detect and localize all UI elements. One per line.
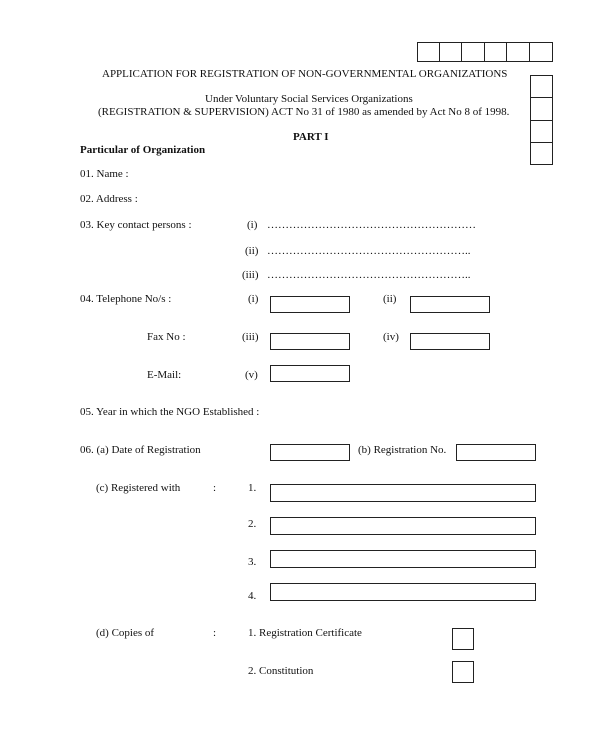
fax-iii-input[interactable] [270, 333, 350, 350]
email-input[interactable] [270, 365, 350, 382]
email-v-label: (v) [245, 369, 258, 381]
tel-i-input[interactable] [270, 296, 350, 313]
copy-checkbox-constitution[interactable] [452, 661, 474, 683]
registered-with-label: (c) Registered with [96, 482, 181, 494]
registered-with-colon: : [213, 482, 217, 494]
reg-number-cell-4[interactable] [484, 42, 507, 62]
reg-number-cell-1[interactable] [417, 42, 440, 62]
contact-row-dots-1[interactable]: ………………………………………………… [267, 219, 476, 231]
registered-with-input-3[interactable] [270, 550, 536, 568]
key-contacts-label: 03. Key contact persons : [80, 219, 192, 231]
registration-no-input[interactable] [456, 444, 536, 461]
side-cell-2[interactable] [530, 97, 553, 121]
form-subtitle-2: (REGISTRATION & SUPERVISION) ACT No 31 of 1980 as amended by Act No 8 of 1998. [98, 106, 510, 118]
registered-with-input-2[interactable] [270, 517, 536, 535]
contact-row-dots-3[interactable]: ……………………………………………….. [267, 269, 471, 281]
registered-with-input-1[interactable] [270, 484, 536, 502]
copy-item-constitution: 2. Constitution [248, 665, 314, 677]
registered-with-item-4: 4. [248, 590, 257, 602]
reg-number-cell-2[interactable] [439, 42, 462, 62]
registered-with-item-2: 2. [248, 518, 257, 530]
fax-label: Fax No : [147, 331, 186, 343]
reg-number-cell-6[interactable] [529, 42, 553, 62]
tel-ii-input[interactable] [410, 296, 490, 313]
copies-of-colon: : [213, 627, 217, 639]
address-label: 02. Address : [80, 193, 138, 205]
fax-iv-input[interactable] [410, 333, 490, 350]
copy-checkbox-registration-certificate[interactable] [452, 628, 474, 650]
contact-row-dots-2[interactable]: ……………………………………………….. [267, 245, 471, 257]
contact-row-label-3: (iii) [242, 269, 259, 281]
tel-ii-label: (ii) [383, 293, 397, 305]
contact-row-label-2: (ii) [245, 245, 259, 257]
date-registration-input[interactable] [270, 444, 350, 461]
registered-with-item-1: 1. [248, 482, 257, 494]
date-registration-label: 06. (a) Date of Registration [80, 444, 201, 456]
registered-with-input-4[interactable] [270, 583, 536, 601]
copy-item-registration-certificate: 1. Registration Certificate [248, 627, 362, 639]
form-subtitle-1: Under Voluntary Social Services Organizations [205, 93, 413, 105]
copies-of-label: (d) Copies of [96, 627, 155, 639]
email-label: E-Mail: [147, 369, 182, 381]
telephone-label: 04. Telephone No/s : [80, 293, 172, 305]
name-label: 01. Name : [80, 168, 129, 180]
reg-number-cell-3[interactable] [461, 42, 485, 62]
side-cell-1[interactable] [530, 75, 553, 98]
year-established-label: 05. Year in which the NGO Established : [80, 406, 260, 418]
side-cell-4[interactable] [530, 142, 553, 165]
fax-iii-label: (iii) [242, 331, 259, 343]
form-title: APPLICATION FOR REGISTRATION OF NON-GOVERNMENTAL ORGANIZATIONS [102, 68, 508, 80]
registered-with-item-3: 3. [248, 556, 257, 568]
tel-i-label: (i) [248, 293, 259, 305]
reg-number-cell-5[interactable] [506, 42, 530, 62]
section-heading: Particular of Organization [80, 144, 206, 156]
fax-iv-label: (iv) [383, 331, 399, 343]
contact-row-label-1: (i) [247, 219, 258, 231]
side-cell-3[interactable] [530, 120, 553, 143]
registration-no-label: (b) Registration No. [358, 444, 447, 456]
part-heading: PART I [293, 131, 329, 143]
